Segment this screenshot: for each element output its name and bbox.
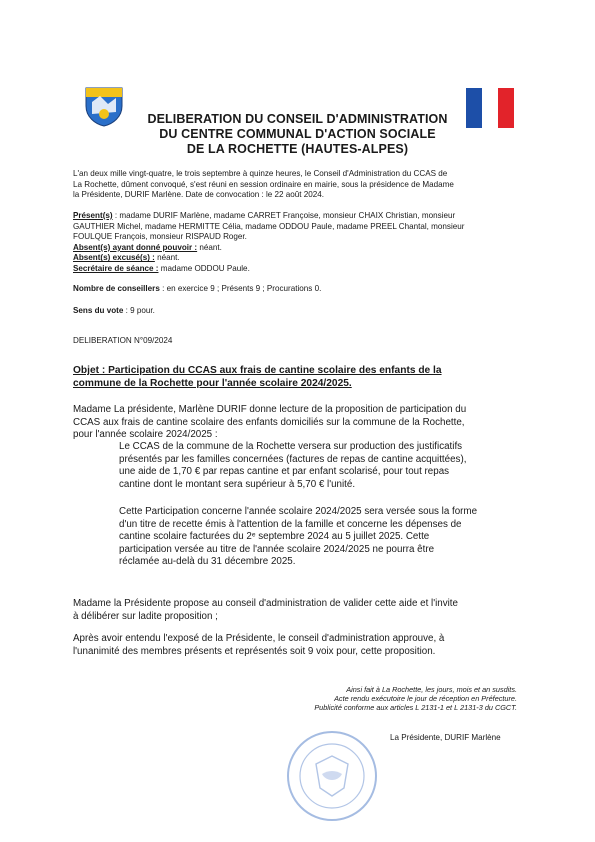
vote-result [73,306,155,317]
conseillers-label: Nombre de conseillers [73,284,160,293]
body-line: Cette Participation concerne l'année scolaire 2024/2025 sera versée sous la forme [119,506,478,517]
secretaire-value: madame ODDOU Paule. [158,263,250,273]
french-flag [466,88,514,128]
intro-paragraph [73,169,533,201]
closing-line: Publicité conforme aux articles L 2131-1 et L 2131-3 du CGCT. [314,703,517,713]
body-line: Après avoir entendu l'exposé de la Présidente, le conseil d'administration approuve, à [73,633,445,644]
present-list: FOULQUE François, monsieur RISPAUD Roger. [73,232,247,242]
body-line: réclamée au-delà du 31 décembre 2025. [119,556,296,568]
body-line: cantine dont le montant sera supérieur à 5,70 € l'unité. [119,478,356,490]
payment-terms-paragraph [119,506,534,569]
absent-pouvoir-label: Absent(s) ayant donné pouvoir : [73,242,198,252]
body-line: à délibérer sur ladite proposition ; [73,610,218,622]
council-count [73,284,321,295]
absent-pouvoir-value: néant. [197,242,222,252]
deliberation-number: DELIBERATION N°09/2024 [73,336,173,345]
body-line: l'unanimité des membres présents et représentés soit 9 voix pour, cette proposition. [73,645,436,657]
title-line-3: DE LA ROCHETTE (HAUTES-ALPES) [186,142,409,156]
absent-excuse-label: Absent(s) excusé(s) : [73,253,155,263]
signatory-name: La Présidente, DURIF Marlène [390,733,501,742]
closing-line: Ainsi fait à La Rochette, les jours, mois et an susdits. [346,685,517,694]
body-line: Le CCAS de la commune de la Rochette versera sur production des justificatifs [119,441,463,452]
vote-label: Sens du vote [73,306,124,315]
title-line-2: DU CENTRE COMMUNAL D'ACTION SOCIALE [159,127,436,141]
intro-line: L'an deux mille vingt-quatre, le trois septembre à quinze heures, le Conseil d'Administration du CCAS de [73,169,448,178]
attendance-block [73,211,533,275]
body-line: cantine scolaire facturées du 2ᵉ septembre 2024 au 5 juillet 2025. Cette [119,531,430,543]
intro-line: la Présidente, DURIF Marlène. Date de convocation : le 22 août 2024. [73,190,325,200]
proposal-paragraph [73,598,533,623]
objet-line: commune de la Rochette pour l'année scolaire 2024/2025. [73,378,352,389]
objet-line: Objet : Participation du CCAS aux frais de cantine scolaire des enfants de la [73,365,442,376]
present-label: Présent(s) [73,211,113,220]
objet-heading [73,364,533,390]
secretaire-label: Secrétaire de séance : [73,263,159,273]
body-line: pour l'année scolaire 2024/2025 : [73,429,218,441]
presentation-paragraph [73,404,533,442]
body-line: présentés par les familles concernées (factures de repas de cantine acquittées), [119,453,467,465]
intro-line: La Rochette, dûment convoqué, s'est réuni en session ordinaire en mairie, sous la présidence de Madame [73,179,454,189]
vote-value: : 9 pour. [123,306,155,315]
official-stamp [282,726,382,826]
body-line: Madame la Présidente propose au conseil d'administration de valider cette aide et l'invite [73,598,458,609]
title-line-1: DELIBERATION DU CONSEIL D'ADMINISTRATION [147,112,448,126]
body-line: une aide de 1,70 € par repas cantine et par enfant scolarisé, pour tout repas [119,466,450,478]
present-list: : madame DURIF Marlène, madame CARRET Françoise, monsieur CHAIX Christian, monsieur [112,211,456,220]
closing-statement [314,685,517,713]
absent-excuse-value: néant. [154,253,180,263]
conseillers-value: : en exercice 9 ; Présents 9 ; Procurations 0. [159,284,322,293]
body-line: Madame La présidente, Marlène DURIF donne lecture de la proposition de participation du [73,404,467,415]
closing-line: Acte rendu exécutoire le jour de réception en Préfecture. [334,694,517,704]
body-line: participation versée au titre de l'année scolaire 2024/2025 ne pourra être [119,543,435,555]
present-list: GAUTHIER Michel, madame HERMITTE Célia, madame ODDOU Paule, madame PREEL Chantal, monsieur [73,221,465,231]
decision-paragraph [73,633,533,658]
aid-terms-paragraph [119,441,534,491]
body-line: CCAS aux frais de cantine scolaire des enfants domiciliés sur la commune de la Rochette, [73,416,465,428]
body-line: d'un titre de recette émis à l'attention de la famille et concerne les dépenses de [119,518,462,530]
